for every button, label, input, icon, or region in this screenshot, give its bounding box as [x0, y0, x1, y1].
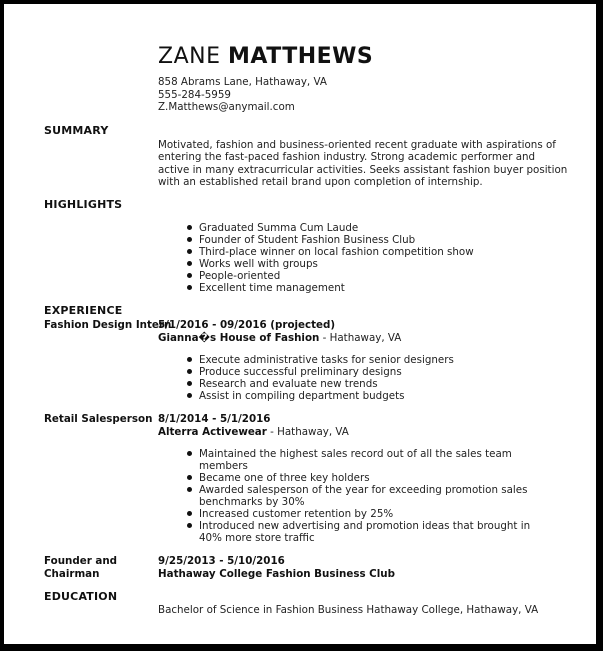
job-bullets [158, 448, 544, 544]
job-title-line: Founder and [44, 555, 118, 567]
list-item: Maintained the highest sales record out of all the sales team members [158, 448, 544, 472]
job-title [44, 555, 117, 580]
job-employer: Hathaway College Fashion Business Club [158, 568, 395, 580]
list-item: Increased customer retention by 25% [158, 508, 544, 520]
list-item: Execute administrative tasks for senior designers [158, 354, 454, 366]
list-item: Assist in compiling department budgets [158, 390, 454, 402]
list-item: Introduced new advertising and promotion ideas that brought in 40% more store traffic [158, 520, 544, 544]
list-item: People-oriented [158, 270, 474, 282]
first-name: ZANE [158, 44, 221, 69]
list-item: Graduated Summa Cum Laude [158, 222, 474, 234]
list-item: Founder of Student Fashion Business Club [158, 234, 474, 246]
address: 858 Abrams Lane, Hathaway, VA [158, 76, 327, 88]
job-dates: 9/25/2013 - 5/10/2016 [158, 555, 285, 567]
resume-page [4, 4, 596, 644]
phone: 555-284-5959 [158, 89, 231, 101]
job-employer [158, 426, 349, 438]
employer-name: Alterra Activewear [158, 426, 267, 438]
employer-location: - Hathaway, VA [319, 332, 402, 344]
employer-name: Gianna�s House of Fashion [158, 332, 320, 344]
email[interactable]: Z.Matthews@anymail.com [158, 101, 295, 113]
education-heading: EDUCATION [44, 590, 118, 603]
list-item: Excellent time management [158, 282, 474, 294]
list-item: Research and evaluate new trends [158, 378, 454, 390]
job-dates: 8/1/2014 - 5/1/2016 [158, 413, 271, 425]
job-title-line: Chairman [44, 567, 100, 580]
employer-location: - Hathaway, VA [266, 426, 349, 438]
highlights-heading: HIGHLIGHTS [44, 198, 123, 211]
list-item: Works well with groups [158, 258, 474, 270]
highlights-list [158, 222, 474, 294]
candidate-name [158, 44, 373, 69]
last-name: MATTHEWS [227, 44, 374, 69]
job-dates: 5/1/2016 - 09/2016 (projected) [158, 319, 336, 331]
job-title: Retail Salesperson [44, 413, 153, 425]
job-bullets [158, 354, 454, 402]
summary-text: Motivated, fashion and business-oriented recent graduate with aspirations of entering the fast-paced fashion industry. Strong academic performer and active in many extracurricular activities. Seeks assistant fashion buyer position with an established retail brand upon completion of internship. [158, 139, 568, 188]
education-text: Bachelor of Science in Fashion Business Hathaway College, Hathaway, VA [158, 604, 539, 616]
job-title: Fashion Design Intern [44, 319, 172, 331]
list-item: Third-place winner on local fashion competition show [158, 246, 474, 258]
list-item: Awarded salesperson of the year for exceeding promotion sales benchmarks by 30% [158, 484, 544, 508]
job-employer [158, 332, 401, 344]
list-item: Became one of three key holders [158, 472, 544, 484]
summary-heading: SUMMARY [44, 124, 109, 137]
experience-heading: EXPERIENCE [44, 304, 123, 317]
list-item: Produce successful preliminary designs [158, 366, 454, 378]
